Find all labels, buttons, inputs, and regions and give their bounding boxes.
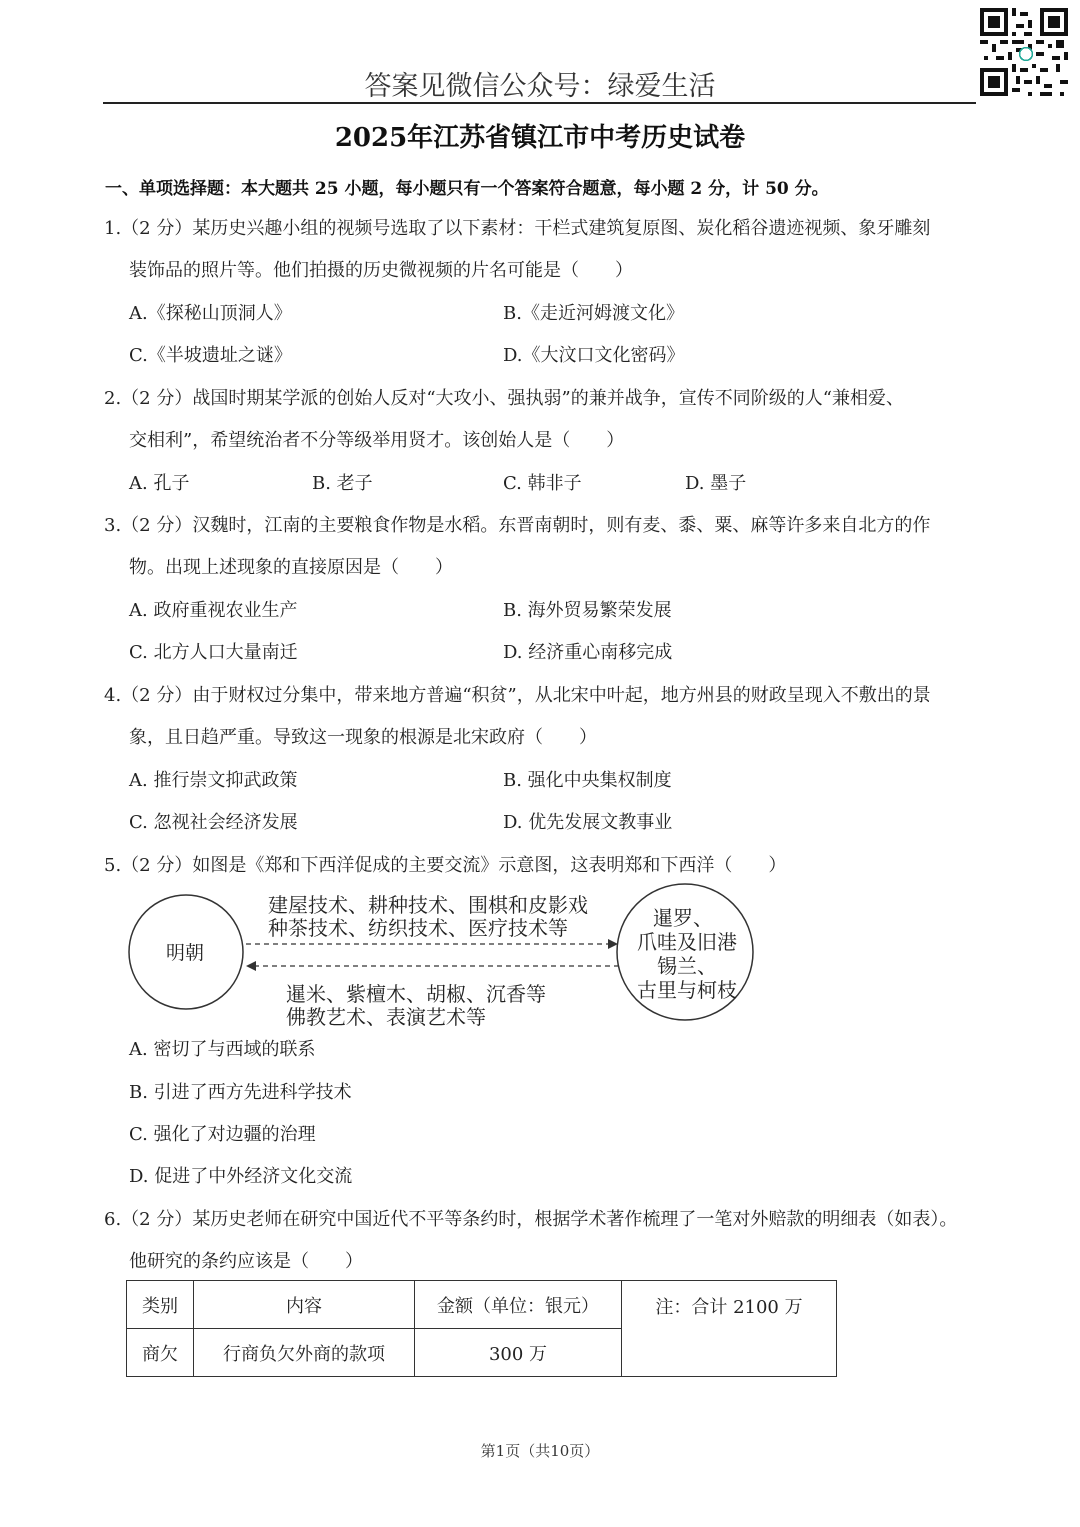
question-1-line-1: 1.（2 分）某历史兴趣小组的视频号选取了以下素材：干栏式建筑复原图、炭化稻谷遗迹视频、象牙雕刻: [104, 218, 931, 239]
question-1-option-b[interactable]: B.《走近河姆渡文化》: [503, 303, 684, 324]
question-1-line-2: 装饰品的照片等。他们拍摄的历史微视频的片名可能是（ ）: [129, 260, 633, 281]
question-2-option-b[interactable]: B. 老子: [312, 473, 373, 494]
indemnity-table: [126, 1280, 837, 1377]
question-5-line-1: 5.（2 分）如图是《郑和下西洋促成的主要交流》示意图，这表明郑和下西洋（ ）: [104, 855, 787, 876]
incoming-arrow-head: [246, 961, 256, 971]
destination-line-2: 爪哇及旧港: [637, 930, 737, 954]
question-3-option-d[interactable]: D. 经济重心南移完成: [503, 642, 673, 663]
question-5-option-d[interactable]: D. 促进了中外经济文化交流: [129, 1166, 353, 1187]
question-5-option-c[interactable]: C. 强化了对边疆的治理: [129, 1124, 316, 1145]
header-divider: [103, 102, 976, 104]
header-note: 答案见微信公众号：绿爱生活: [364, 71, 716, 102]
outgoing-line-1: 建屋技术、耕种技术、围棋和皮影戏: [268, 893, 588, 917]
question-4-option-a[interactable]: A. 推行崇文抑武政策: [129, 770, 298, 791]
destination-line-1: 暹罗、: [653, 906, 713, 930]
question-1-option-c[interactable]: C.《半坡遗址之谜》: [129, 345, 292, 366]
question-3-line-1: 3.（2 分）汉魏时，江南的主要粮食作物是水稻。东晋南朝时，则有麦、黍、粟、麻等许多来自北方的作: [104, 515, 931, 536]
question-4-line-2: 象，且日趋严重。导致这一现象的根源是北宋政府（ ）: [129, 727, 597, 748]
table-header-cell: 金额（单位：银元）: [415, 1281, 622, 1329]
question-6-line-2: 他研究的条约应该是（ ）: [129, 1251, 363, 1272]
question-3-option-c[interactable]: C. 北方人口大量南迁: [129, 642, 298, 663]
question-5-option-b[interactable]: B. 引进了西方先进科学技术: [129, 1082, 352, 1103]
exchange-diagram: [124, 880, 764, 1030]
destination-line-4: 古里与柯枝: [637, 978, 737, 1002]
question-5-option-a[interactable]: A. 密切了与西域的联系: [129, 1039, 316, 1060]
question-2-line-2: 交相利”，希望统治者不分等级举用贤才。该创始人是（ ）: [129, 430, 625, 451]
table-note-cell: 注：合计 2100 万: [622, 1281, 837, 1377]
ming-label: 明朝: [166, 942, 205, 964]
question-2-option-d[interactable]: D. 墨子: [685, 473, 747, 494]
incoming-line-2: 佛教艺术、表演艺术等: [286, 1005, 486, 1029]
question-4-option-d[interactable]: D. 优先发展文教事业: [503, 812, 673, 833]
table-cell: 商欠: [127, 1329, 194, 1377]
table-header-row: [127, 1281, 837, 1329]
question-2-option-c[interactable]: C. 韩非子: [503, 473, 582, 494]
destination-line-3: 锡兰、: [657, 954, 717, 978]
question-4-option-c[interactable]: C. 忽视社会经济发展: [129, 812, 298, 833]
table-cell: 300 万: [415, 1329, 622, 1377]
table-header-cell: 类别: [127, 1281, 194, 1329]
question-3-line-2: 物。出现上述现象的直接原因是（ ）: [129, 557, 453, 578]
question-3-option-b[interactable]: B. 海外贸易繁荣发展: [503, 600, 672, 621]
question-2-line-1: 2.（2 分）战国时期某学派的创始人反对“大攻小、强执弱”的兼并战争，宣传不同阶级的人“兼相爱、: [104, 388, 904, 409]
question-1-option-a[interactable]: A.《探秘山顶洞人》: [129, 303, 292, 324]
question-1-option-d[interactable]: D.《大汶口文化密码》: [503, 345, 685, 366]
page-footer: 第1页（共10页）: [480, 1442, 600, 1460]
table-header-cell: 内容: [194, 1281, 415, 1329]
question-3-option-a[interactable]: A. 政府重视农业生产: [129, 600, 298, 621]
question-6-line-1: 6.（2 分）某历史老师在研究中国近代不平等条约时，根据学术著作梳理了一笔对外赔款的明细表（如表）。: [104, 1209, 958, 1230]
question-4-option-b[interactable]: B. 强化中央集权制度: [503, 770, 672, 791]
page-title: 2025年江苏省镇江市中考历史试卷: [334, 123, 746, 153]
incoming-line-1: 暹米、紫檀木、胡椒、沉香等: [286, 982, 546, 1006]
question-4-line-1: 4.（2 分）由于财权过分集中，带来地方普遍“积贫”，从北宋中叶起，地方州县的财政呈现入不敷出的景: [104, 685, 931, 706]
section-heading: 一、单项选择题：本大题共 25 小题，每小题只有一个答案符合题意，每小题 2 分，计 50 分。: [105, 179, 829, 199]
question-2-option-a[interactable]: A. 孔子: [129, 473, 190, 494]
outgoing-line-2: 种茶技术、纺织技术、医疗技术等: [268, 916, 568, 940]
table-cell: 行商负欠外商的款项: [194, 1329, 415, 1377]
